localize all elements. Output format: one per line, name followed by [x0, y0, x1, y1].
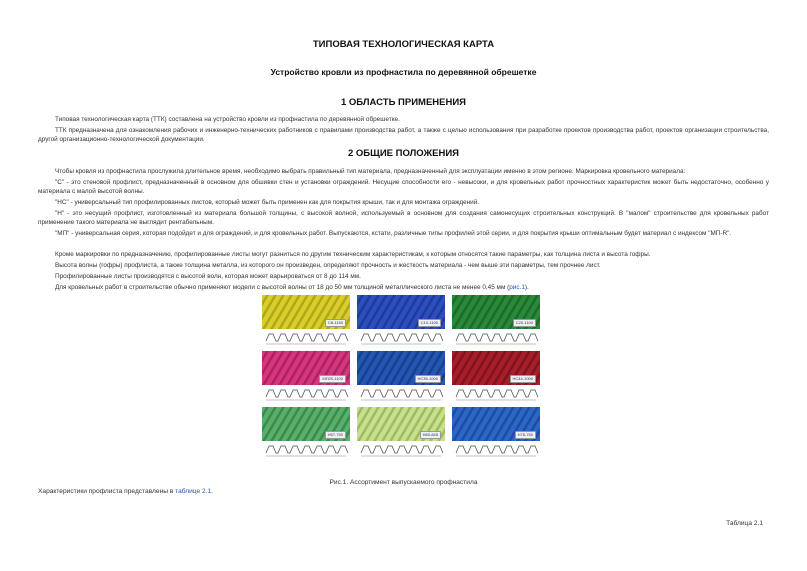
profile-cross-section-drawing [452, 441, 540, 457]
document-title: ТИПОВАЯ ТЕХНОЛОГИЧЕСКАЯ КАРТА [312, 39, 495, 50]
profile-cross-section-drawing [357, 441, 445, 457]
sheet-model-label: HC35-1000 [415, 375, 441, 383]
sheet-model-label: HC44-1000 [510, 375, 536, 383]
profile-sheet-tile [357, 295, 445, 345]
profile-sheet-tile [357, 407, 445, 457]
profile-sheet-tile [357, 351, 445, 401]
profile-cross-section-drawing [262, 441, 350, 457]
section-2-paragraph: "НС" - универсальный тип профилированных листов, который может быть применен как для покрытия крыши, так и для монтажа ограждений. [55, 199, 480, 206]
section-1-paragraph: ТТК предназначена для ознакомления рабочих и инженерно-технических работников с правилами производства работ, а также с целью использования при разработке проектов производства работ, проектов организации строительства, другой организационно-технологической документации. [38, 127, 769, 144]
profile-cross-section-drawing [262, 329, 350, 345]
sheet-model-label: C20-1100 [513, 319, 536, 327]
sheet-model-label: H57-750 [325, 431, 346, 439]
section-2-paragraph: Профилированные листы производятся с высотой волн, которая может варьироваться от 8 до 114 мм. [55, 273, 361, 280]
section-2-paragraph: Кроме маркировки по предназначению, профилированные листы могут разниться по другим техническим характеристикам, к которым относятся такие параметры, как толщина листа и высота гофры. [55, 251, 651, 258]
table-link[interactable]: таблице 2.1 [175, 488, 212, 495]
sheet-model-label: C8-1150 [325, 319, 346, 327]
section-2-last-paragraph [38, 283, 769, 292]
document-subtitle: Устройство кровли из профнастила по деревянной обрешетке [270, 67, 537, 77]
table-note [38, 488, 213, 495]
table-reference: Таблица 2.1 [726, 520, 763, 527]
section-2-paragraph: "МП" - универсальная серия, которая подойдет и для ограждений, и для кровельных работ. Выпускаются, кстати, различные типы профилей этой серии, и для покрытия крыши оптимальным будет материал с индексом "МП-R". [55, 230, 732, 237]
profile-cross-section-drawing [357, 329, 445, 345]
section-1-paragraph: Типовая технологическая карта (ТТК) составлена на устройство кровли из профнастила по деревянной обрешетке. [55, 116, 400, 123]
sheet-model-label: H75-750 [515, 431, 536, 439]
profile-sheet-figure [262, 295, 547, 460]
section-2-paragraph: "С" - это стеновой профлист, предназначенный в основном для обшивки стен и установки ограждений. Несущие способности его - невысоки, и для кровельных работ прочностных характеристик может быть недостаточно, особенно у материала с малой высотой волны. [38, 179, 769, 196]
sheet-model-label: C10-1100 [418, 319, 441, 327]
sheet-model-label: MП20-1100 [319, 375, 346, 383]
sheet-model-label: H60-845 [420, 431, 441, 439]
section-2-paragraph: Чтобы кровля из профнастила прослужила длительное время, необходимо выбрать правильный тип материала, предназначенный для эксплуатации именно в этом регионе. Маркировка кровельного материала: [55, 168, 686, 175]
profile-sheet-tile [262, 407, 350, 457]
profile-sheet-tile [452, 407, 540, 457]
profile-cross-section-drawing [357, 385, 445, 401]
profile-cross-section-drawing [452, 329, 540, 345]
last-paragraph-end: ). [524, 284, 529, 291]
figure-link[interactable]: рис.1 [509, 284, 525, 291]
table-note-end: . [211, 488, 213, 495]
profile-sheet-tile [452, 295, 540, 345]
profile-sheet-tile [452, 351, 540, 401]
section-2-paragraph: Высота волны (гофры) профлиста, а также толщина металла, из которого он произведен, определяют прочность и жесткость материала - чем выше эти параметры, тем прочнее лист. [55, 262, 601, 269]
last-paragraph-text: Для кровельных работ в строительстве обычно применяют модели с высотой волны от 18 до 50 мм толщиной металлического листа не менее 0,45 мм ( [55, 284, 510, 291]
section-1-heading: 1 ОБЛАСТЬ ПРИМЕНЕНИЯ [340, 97, 467, 108]
section-2-heading: 2 ОБЩИЕ ПОЛОЖЕНИЯ [348, 148, 459, 159]
profile-cross-section-drawing [452, 385, 540, 401]
profile-sheet-tile [262, 351, 350, 401]
profile-sheet-tile [262, 295, 350, 345]
table-note-text: Характеристики профлиста представлены в [38, 488, 176, 495]
figure-caption: Рис.1. Ассортимент выпускаемого профнастила [329, 479, 478, 486]
section-2-paragraph: "Н" - это несущий профлист, изготовленный из материала большой толщины, с высокой волной, используемый в основном для создания самонесущих строительных конструкций. В "малом" строительстве для кровельных работ применение такого материала не выглядит рентабельным. [38, 210, 769, 227]
profile-cross-section-drawing [262, 385, 350, 401]
